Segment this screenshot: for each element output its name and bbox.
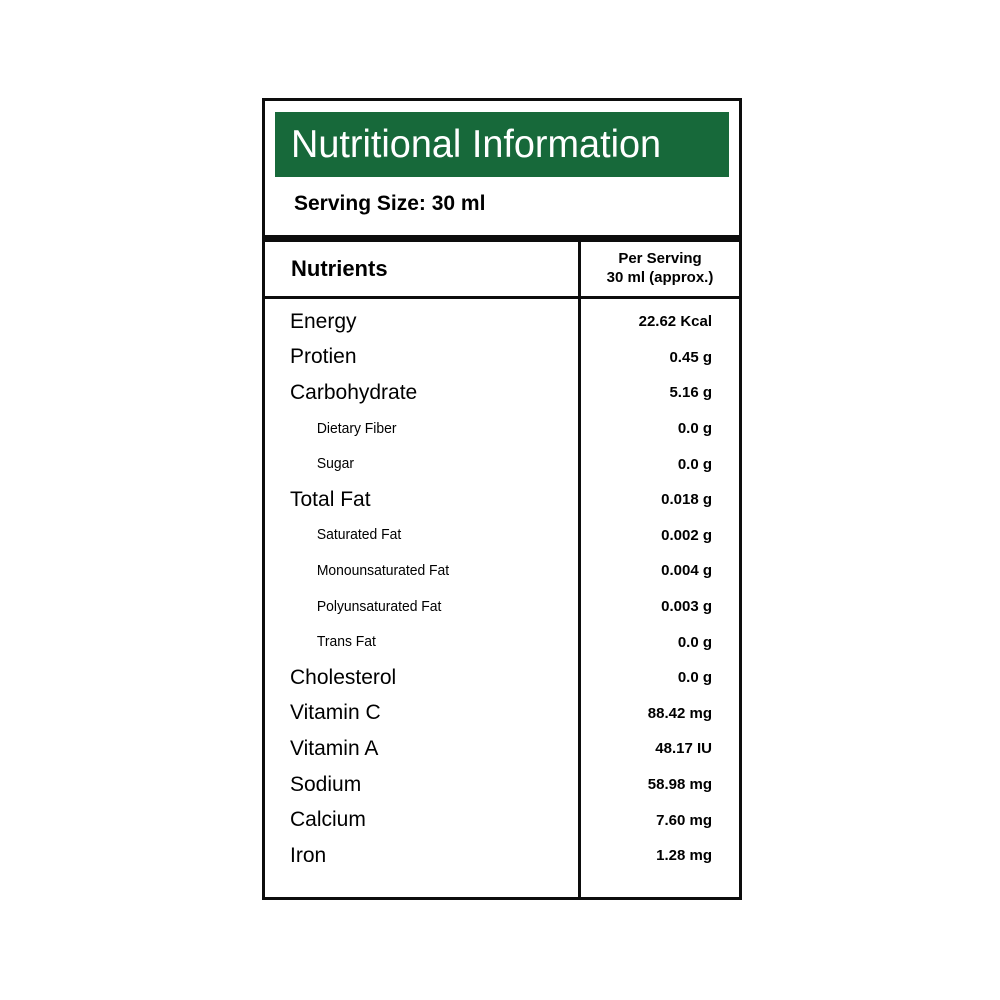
table-row: [265, 767, 739, 803]
nutrition-label: [262, 98, 742, 900]
nutrient-name: Saturated Fat: [316, 527, 402, 544]
nutrient-value: 1.28 mg: [656, 847, 712, 865]
nutrient-value: 0.0 g: [677, 669, 712, 687]
title-bar: [275, 112, 729, 177]
table-row: [265, 482, 739, 518]
nutrient-name: Sodium: [290, 772, 362, 796]
table-row: [265, 304, 739, 340]
nutrients-table: [265, 242, 739, 897]
nutrient-name: Dietary Fiber: [316, 420, 397, 437]
serving-size-text: Serving Size: 30 ml: [294, 192, 486, 215]
table-header-row: [265, 242, 739, 299]
nutrient-name: Cholesterol: [290, 665, 397, 689]
column-divider: [578, 242, 581, 897]
table-row: [265, 553, 739, 589]
table-row: [265, 589, 739, 625]
thick-divider: [265, 235, 739, 242]
table-row: [265, 731, 739, 767]
nutrient-value: 0.0 g: [677, 420, 712, 438]
table-row: [265, 446, 739, 482]
nutrient-name: Trans Fat: [316, 634, 376, 651]
table-row: [265, 802, 739, 838]
nutrient-name: Monounsaturated Fat: [316, 562, 450, 579]
nutrient-value: 48.17 IU: [655, 740, 712, 758]
column-header-per-serving: [581, 250, 739, 288]
nutrient-value: 0.002 g: [661, 526, 712, 544]
nutrient-value: 7.60 mg: [656, 811, 712, 829]
nutrient-name: Energy: [290, 309, 357, 333]
table-row: [265, 838, 739, 874]
nutrient-value: 22.62 Kcal: [638, 313, 712, 331]
nutrient-value: 0.0 g: [677, 633, 712, 651]
table-row: [265, 624, 739, 660]
nutrient-value: 0.0 g: [677, 455, 712, 473]
nutrient-value: 58.98 mg: [647, 776, 712, 794]
nutrient-name: Iron: [290, 843, 327, 867]
page-title: Nutritional Information: [291, 122, 662, 166]
nutrient-name: Sugar: [316, 456, 354, 473]
table-row: [265, 696, 739, 732]
nutrient-value: 0.018 g: [661, 491, 712, 509]
table-row: [265, 340, 739, 376]
label-header-section: [265, 101, 739, 235]
nutrient-name: Vitamin A: [290, 736, 379, 760]
nutrient-name: Total Fat: [290, 487, 371, 511]
per-serving-line2: 30 ml (approx.): [606, 269, 714, 286]
table-row: [265, 411, 739, 447]
nutrient-value: 88.42 mg: [647, 704, 712, 722]
nutrient-value: 0.003 g: [661, 598, 712, 616]
nutrient-value: 0.004 g: [661, 562, 712, 580]
table-row: [265, 518, 739, 554]
nutrient-name: Vitamin C: [290, 701, 381, 725]
nutrient-name: Carbohydrate: [290, 380, 418, 404]
nutrient-name: Protien: [290, 345, 357, 369]
table-row: [265, 375, 739, 411]
per-serving-line1: Per Serving: [618, 250, 702, 268]
nutrient-value: 0.45 g: [669, 348, 712, 366]
nutrient-value: 5.16 g: [669, 384, 712, 402]
column-header-nutrients: Nutrients: [291, 256, 388, 281]
nutrient-name: Polyunsaturated Fat: [316, 598, 442, 615]
table-body: [265, 299, 739, 897]
table-row: [265, 660, 739, 696]
nutrient-name: Calcium: [290, 808, 366, 832]
